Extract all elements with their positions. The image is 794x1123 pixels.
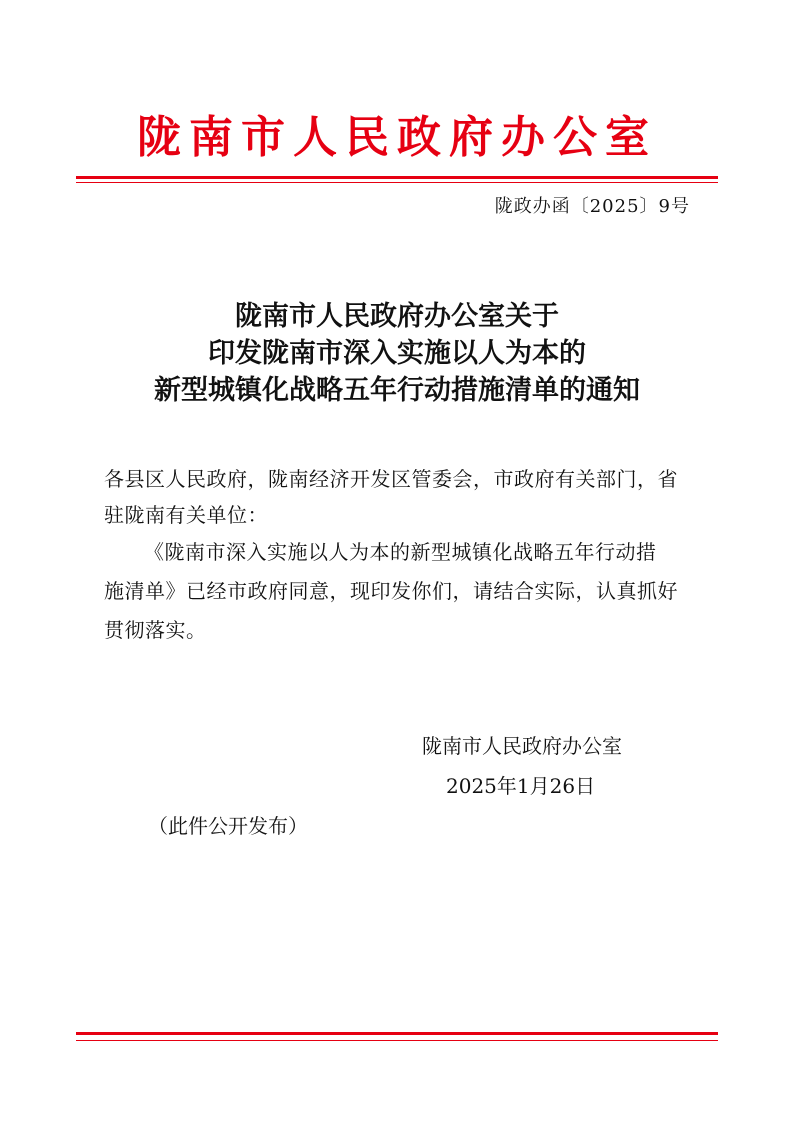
header-red-rule-thick — [76, 176, 718, 179]
footer-red-rule-thin — [76, 1040, 718, 1041]
title-line-1: 陇南市人民政府办公室关于 — [235, 301, 559, 332]
body-line-1: 《陇南市深入实施以人为本的新型城镇化战略五年行动措 — [144, 540, 657, 564]
body-line-3: 贯彻落实。 — [104, 618, 207, 642]
public-release-note: （此件公开发布） — [148, 814, 308, 838]
document-number: 陇政办函〔2025〕9号 — [494, 196, 690, 217]
document-title — [76, 298, 718, 409]
footer-red-rule-thick — [76, 1032, 718, 1035]
signature-organization: 陇南市人民政府办公室 — [422, 734, 622, 758]
recipients-line-1: 各县区人民政府，陇南经济开发区管委会，市政府有关部门，省 — [104, 467, 678, 491]
title-line-3: 新型城镇化战略五年行动措施清单的通知 — [154, 375, 640, 406]
recipients-line-2: 驻陇南有关单位： — [104, 503, 268, 527]
body-line-2: 施清单》已经市政府同意，现印发你们，请结合实际，认真抓好 — [104, 579, 678, 603]
header-red-rule-thin — [76, 182, 718, 183]
title-line-2: 印发陇南市深入实施以人为本的 — [208, 338, 586, 369]
signature-date: 2025年1月26日 — [446, 774, 596, 798]
issuing-agency-header: 陇南市人民政府办公室 — [137, 112, 657, 163]
